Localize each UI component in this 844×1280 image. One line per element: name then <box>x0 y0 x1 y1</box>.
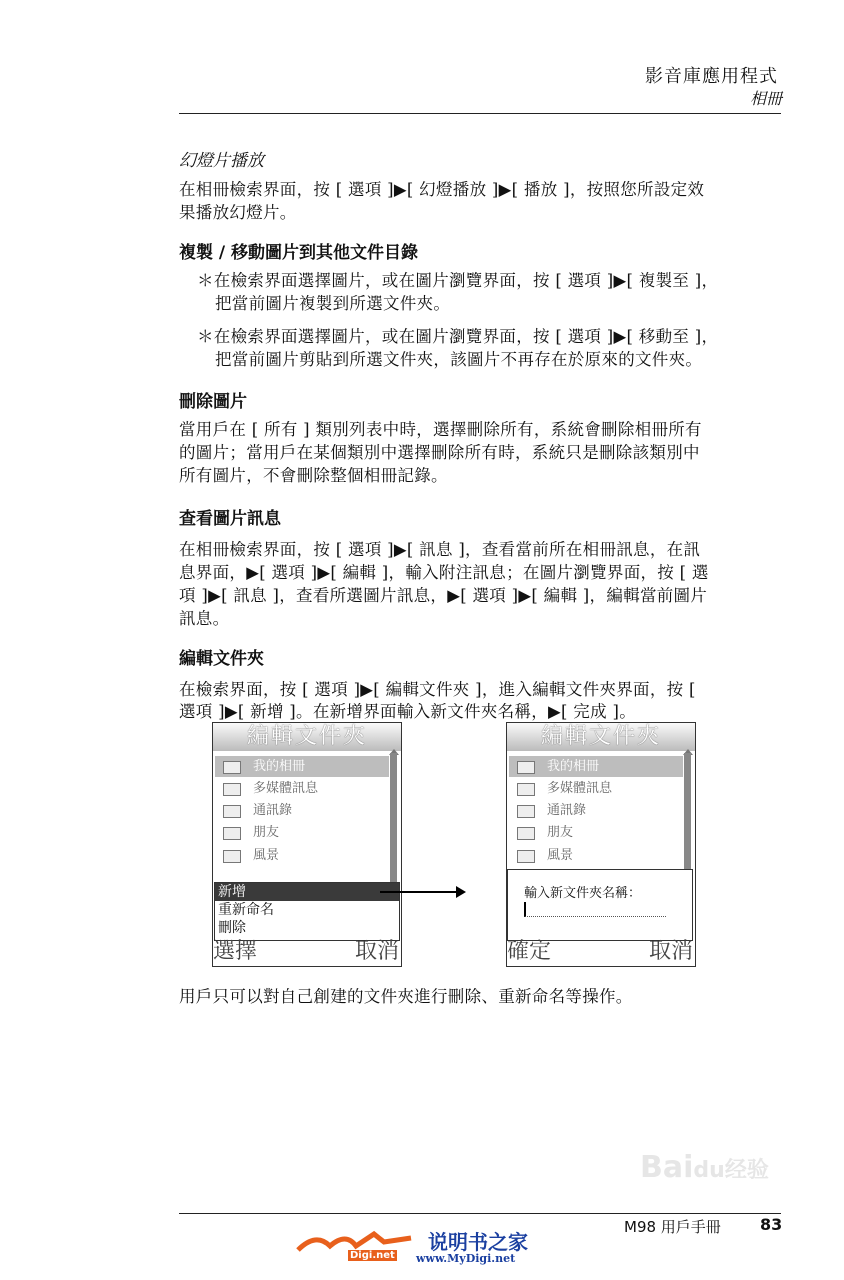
album-icon <box>517 761 535 774</box>
bullet-line: 把當前圖片剪貼到所選文件夾，該圖片不再存在於原來的文件夾。 <box>215 350 703 369</box>
menu-item-rename[interactable]: 重新命名 <box>218 902 274 918</box>
arrow-line <box>380 891 458 893</box>
paragraph-line: 訊息。 <box>179 609 230 628</box>
image-icon <box>223 827 241 840</box>
contacts-icon <box>223 805 241 818</box>
section-heading: 複製 / 移動圖片到其他文件目錄 <box>179 243 419 263</box>
digi-net-badge: Digi.net <box>350 1250 395 1261</box>
caption: 用戶只可以對自己創建的文件夾進行刪除、重新命名等操作。 <box>179 987 633 1006</box>
phone-screen-new-folder <box>506 722 696 967</box>
section-heading: 查看圖片訊息 <box>179 509 281 529</box>
footer-manual: M98 用戶手冊 <box>624 1218 721 1236</box>
image-icon <box>223 850 241 863</box>
header-subtitle: 相冊 <box>749 89 782 108</box>
header-rule <box>179 113 781 114</box>
logo-text: 说明书之家 <box>428 1230 528 1254</box>
folder-item[interactable]: 通訊錄 <box>215 800 389 821</box>
folder-item[interactable]: 朋友 <box>215 822 389 843</box>
paragraph-line: 選項 ]▶[ 新增 ]。在新增界面輸入新文件夾名稱，▶[ 完成 ]。 <box>179 702 636 721</box>
image-icon <box>517 850 535 863</box>
prompt-label: 輸入新文件夾名稱： <box>524 886 642 901</box>
folder-item[interactable]: 風景 <box>509 845 683 866</box>
folder-item[interactable]: 我的相冊 <box>215 756 389 777</box>
folder-name-input[interactable] <box>524 902 666 917</box>
section-heading: 幻燈片播放 <box>179 151 264 171</box>
new-folder-dialog <box>507 869 693 941</box>
baidu-watermark: Baidu经验 <box>640 1150 769 1185</box>
bullet-line: ＊在檢索界面選擇圖片，或在圖片瀏覽界面，按 [ 選項 ]▶[ 複製至 ]， <box>197 271 719 290</box>
softkey-cancel[interactable]: 取消 <box>648 939 693 964</box>
folder-item[interactable]: 多媒體訊息 <box>509 778 683 799</box>
scrollbar[interactable] <box>684 753 691 873</box>
footer-rule <box>179 1213 781 1214</box>
paragraph-line: 在檢索界面，按 [ 選項 ]▶[ 編輯文件夾 ]，進入編輯文件夾界面，按 [ <box>179 680 696 699</box>
paragraph-line: 所有圖片，不會刪除整個相冊記錄。 <box>179 466 448 485</box>
image-icon <box>517 827 535 840</box>
softkey-ok[interactable]: 確定 <box>507 939 552 964</box>
arrow-right-icon <box>456 886 466 898</box>
mydigi-logo <box>296 1228 416 1268</box>
scrollbar[interactable] <box>390 753 397 903</box>
contacts-icon <box>517 805 535 818</box>
mms-icon <box>223 783 241 796</box>
menu-item-delete[interactable]: 刪除 <box>218 920 246 936</box>
paragraph-line: 在相冊檢索界面，按 [ 選項 ]▶[ 訊息 ]，查看當前所在相冊訊息，在訊 <box>179 540 701 559</box>
options-menu <box>214 882 400 941</box>
menu-item-add[interactable]: 新增 <box>215 883 399 901</box>
mms-icon <box>517 783 535 796</box>
folder-item[interactable]: 朋友 <box>509 822 683 843</box>
paragraph-line: 果播放幻燈片。 <box>179 203 297 222</box>
album-icon <box>223 761 241 774</box>
folder-item[interactable]: 多媒體訊息 <box>215 778 389 799</box>
bullet-line: 把當前圖片複製到所選文件夾。 <box>215 294 451 313</box>
page-number: 83 <box>760 1215 783 1234</box>
phone-screen-edit-folder-menu <box>212 722 402 967</box>
header-title: 影音庫應用程式 <box>645 66 778 87</box>
paragraph-line: 當用戶在 [ 所有 ] 類別列表中時，選擇刪除所有，系統會刪除相冊所有 <box>179 420 702 439</box>
paragraph-line: 息界面，▶[ 選項 ]▶[ 編輯 ]，輸入附注訊息；在圖片瀏覽界面，按 [ 選 <box>179 563 709 582</box>
paragraph-line: 項 ]▶[ 訊息 ]，查看所選圖片訊息，▶[ 選項 ]▶[ 編輯 ]，編輯當前圖片 <box>179 586 708 605</box>
folder-item[interactable]: 我的相冊 <box>509 756 683 777</box>
section-heading: 刪除圖片 <box>179 392 247 412</box>
logo-url[interactable]: www.MyDigi.net <box>416 1252 516 1265</box>
bullet-line: ＊在檢索界面選擇圖片，或在圖片瀏覽界面，按 [ 選項 ]▶[ 移動至 ]， <box>197 327 719 346</box>
folder-item[interactable]: 通訊錄 <box>509 800 683 821</box>
screen-title: 編輯文件夾 <box>213 723 401 751</box>
paragraph-line: 的圖片；當用戶在某個類別中選擇刪除所有時，系統只是刪除該類別中 <box>179 443 700 462</box>
softkey-cancel[interactable]: 取消 <box>354 939 399 964</box>
screen-title: 編輯文件夾 <box>507 723 695 751</box>
softkey-select[interactable]: 選擇 <box>213 939 258 964</box>
folder-item[interactable]: 風景 <box>215 845 389 866</box>
paragraph-line: 在相冊檢索界面，按 [ 選項 ]▶[ 幻燈播放 ]▶[ 播放 ]，按照您所設定效 <box>179 180 705 199</box>
section-heading: 編輯文件夾 <box>179 649 264 669</box>
